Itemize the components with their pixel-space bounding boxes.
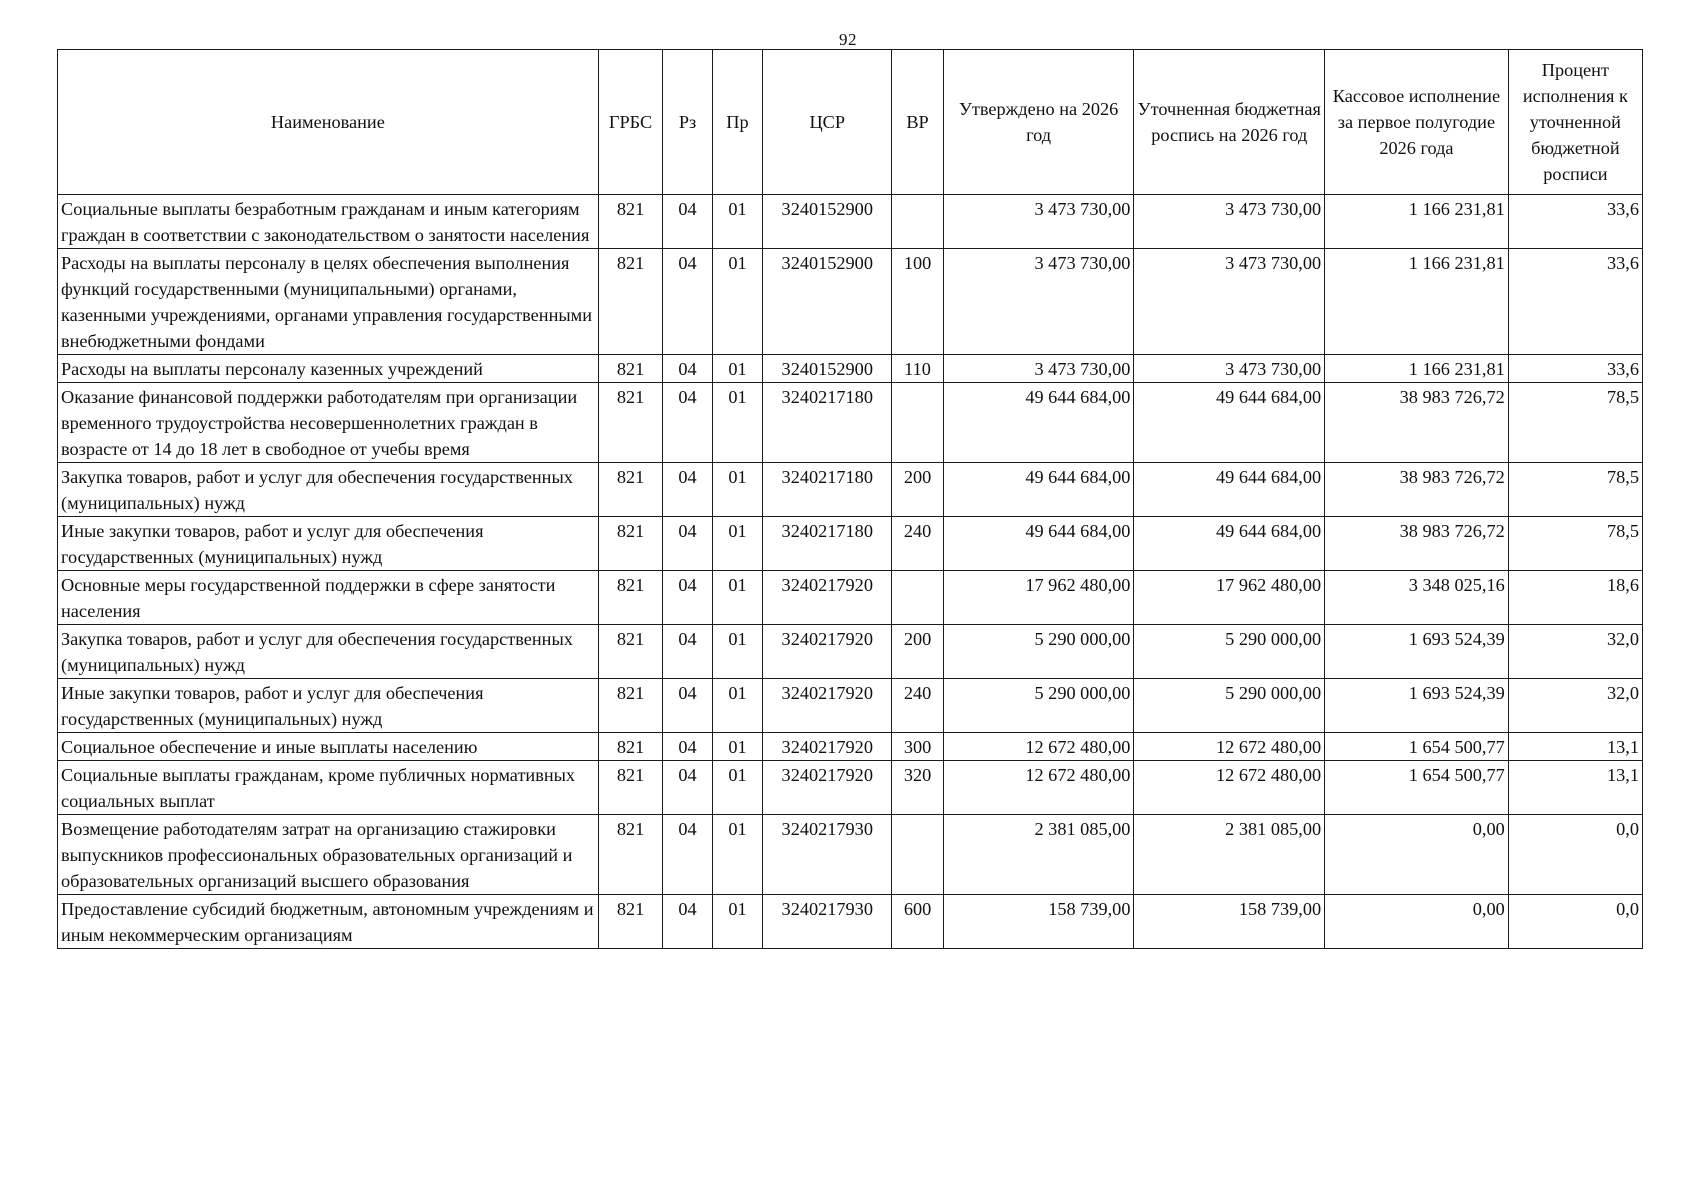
cell-approved: 49 644 684,00 xyxy=(943,383,1134,463)
cell-csr: 3240217920 xyxy=(763,679,892,733)
cell-cash: 0,00 xyxy=(1325,815,1509,895)
cell-vr xyxy=(892,571,943,625)
cell-name: Расходы на выплаты персоналу в целях обеспечения выполнения функций государственными (муниципальными) органами, казенными учреждениями, органами управления государственными внебюджетными фондами xyxy=(58,249,599,355)
header-rz: Рз xyxy=(663,50,712,195)
cell-rz: 04 xyxy=(663,733,712,761)
cell-pr: 01 xyxy=(712,517,762,571)
cell-grbs: 821 xyxy=(598,517,663,571)
cell-refined: 3 473 730,00 xyxy=(1134,195,1325,249)
cell-grbs: 821 xyxy=(598,463,663,517)
cell-rz: 04 xyxy=(663,625,712,679)
cell-rz: 04 xyxy=(663,463,712,517)
cell-grbs: 821 xyxy=(598,895,663,949)
cell-percent: 13,1 xyxy=(1508,733,1642,761)
cell-pr: 01 xyxy=(712,463,762,517)
cell-name: Расходы на выплаты персоналу казенных учреждений xyxy=(58,355,599,383)
cell-percent: 32,0 xyxy=(1508,679,1642,733)
cell-pr: 01 xyxy=(712,195,762,249)
cell-refined: 17 962 480,00 xyxy=(1134,571,1325,625)
cell-name: Предоставление субсидий бюджетным, автономным учреждениям и иным некоммерческим организациям xyxy=(58,895,599,949)
cell-cash: 1 166 231,81 xyxy=(1325,249,1509,355)
cell-grbs: 821 xyxy=(598,625,663,679)
cell-approved: 49 644 684,00 xyxy=(943,463,1134,517)
cell-approved: 17 962 480,00 xyxy=(943,571,1134,625)
cell-csr: 3240217180 xyxy=(763,463,892,517)
cell-name: Социальные выплаты гражданам, кроме публичных нормативных социальных выплат xyxy=(58,761,599,815)
cell-name: Иные закупки товаров, работ и услуг для обеспечения государственных (муниципальных) нужд xyxy=(58,679,599,733)
cell-grbs: 821 xyxy=(598,383,663,463)
cell-rz: 04 xyxy=(663,895,712,949)
cell-pr: 01 xyxy=(712,249,762,355)
cell-csr: 3240152900 xyxy=(763,195,892,249)
header-cash: Кассовое исполнение за первое полугодие 2026 года xyxy=(1325,50,1509,195)
cell-rz: 04 xyxy=(663,815,712,895)
cell-vr xyxy=(892,195,943,249)
cell-refined: 12 672 480,00 xyxy=(1134,733,1325,761)
cell-cash: 1 654 500,77 xyxy=(1325,733,1509,761)
cell-csr: 3240217920 xyxy=(763,625,892,679)
cell-rz: 04 xyxy=(663,517,712,571)
cell-grbs: 821 xyxy=(598,679,663,733)
cell-percent: 18,6 xyxy=(1508,571,1642,625)
cell-vr xyxy=(892,815,943,895)
cell-name: Основные меры государственной поддержки в сфере занятости населения xyxy=(58,571,599,625)
table-header xyxy=(58,50,1643,195)
table-row xyxy=(58,463,1643,517)
cell-refined: 49 644 684,00 xyxy=(1134,463,1325,517)
cell-csr: 3240217180 xyxy=(763,517,892,571)
cell-cash: 3 348 025,16 xyxy=(1325,571,1509,625)
cell-refined: 158 739,00 xyxy=(1134,895,1325,949)
page-number: 92 xyxy=(839,30,857,49)
cell-refined: 2 381 085,00 xyxy=(1134,815,1325,895)
table-row xyxy=(58,517,1643,571)
cell-pr: 01 xyxy=(712,815,762,895)
cell-vr: 110 xyxy=(892,355,943,383)
cell-approved: 3 473 730,00 xyxy=(943,249,1134,355)
cell-csr: 3240152900 xyxy=(763,355,892,383)
cell-rz: 04 xyxy=(663,195,712,249)
cell-grbs: 821 xyxy=(598,195,663,249)
cell-percent: 78,5 xyxy=(1508,517,1642,571)
cell-rz: 04 xyxy=(663,571,712,625)
cell-csr: 3240217920 xyxy=(763,571,892,625)
cell-grbs: 821 xyxy=(598,761,663,815)
table-row xyxy=(58,733,1643,761)
cell-pr: 01 xyxy=(712,679,762,733)
cell-refined: 49 644 684,00 xyxy=(1134,517,1325,571)
cell-rz: 04 xyxy=(663,355,712,383)
cell-refined: 3 473 730,00 xyxy=(1134,355,1325,383)
cell-approved: 2 381 085,00 xyxy=(943,815,1134,895)
cell-pr: 01 xyxy=(712,383,762,463)
cell-percent: 78,5 xyxy=(1508,463,1642,517)
cell-csr: 3240217930 xyxy=(763,895,892,949)
cell-rz: 04 xyxy=(663,679,712,733)
header-approved: Утверждено на 2026 год xyxy=(943,50,1134,195)
table-row xyxy=(58,815,1643,895)
cell-csr: 3240217920 xyxy=(763,733,892,761)
cell-cash: 38 983 726,72 xyxy=(1325,383,1509,463)
cell-cash: 1 654 500,77 xyxy=(1325,761,1509,815)
cell-cash: 1 166 231,81 xyxy=(1325,355,1509,383)
cell-approved: 12 672 480,00 xyxy=(943,733,1134,761)
cell-percent: 33,6 xyxy=(1508,195,1642,249)
cell-percent: 32,0 xyxy=(1508,625,1642,679)
table-row xyxy=(58,249,1643,355)
cell-cash: 1 693 524,39 xyxy=(1325,679,1509,733)
cell-grbs: 821 xyxy=(598,815,663,895)
cell-name: Социальные выплаты безработным гражданам и иным категориям граждан в соответствии с законодательством о занятости населения xyxy=(58,195,599,249)
cell-refined: 49 644 684,00 xyxy=(1134,383,1325,463)
cell-csr: 3240217930 xyxy=(763,815,892,895)
cell-percent: 13,1 xyxy=(1508,761,1642,815)
cell-name: Возмещение работодателям затрат на организацию стажировки выпускников профессиональных образовательных организаций и образовательных организаций высшего образования xyxy=(58,815,599,895)
cell-rz: 04 xyxy=(663,383,712,463)
cell-name: Закупка товаров, работ и услуг для обеспечения государственных (муниципальных) нужд xyxy=(58,463,599,517)
header-name: Наименование xyxy=(58,50,599,195)
table-row xyxy=(58,383,1643,463)
cell-vr: 600 xyxy=(892,895,943,949)
cell-refined: 3 473 730,00 xyxy=(1134,249,1325,355)
table-row xyxy=(58,761,1643,815)
cell-refined: 12 672 480,00 xyxy=(1134,761,1325,815)
cell-grbs: 821 xyxy=(598,733,663,761)
header-vr: ВР xyxy=(892,50,943,195)
header-percent: Процент исполнения к уточненной бюджетной росписи xyxy=(1508,50,1642,195)
cell-cash: 0,00 xyxy=(1325,895,1509,949)
cell-cash: 1 166 231,81 xyxy=(1325,195,1509,249)
cell-vr: 240 xyxy=(892,517,943,571)
cell-vr: 100 xyxy=(892,249,943,355)
cell-vr: 240 xyxy=(892,679,943,733)
table-row xyxy=(58,679,1643,733)
cell-percent: 0,0 xyxy=(1508,895,1642,949)
cell-refined: 5 290 000,00 xyxy=(1134,679,1325,733)
cell-pr: 01 xyxy=(712,761,762,815)
header-grbs: ГРБС xyxy=(598,50,663,195)
cell-pr: 01 xyxy=(712,355,762,383)
cell-approved: 158 739,00 xyxy=(943,895,1134,949)
cell-approved: 5 290 000,00 xyxy=(943,679,1134,733)
header-pr: Пр xyxy=(712,50,762,195)
cell-percent: 33,6 xyxy=(1508,249,1642,355)
cell-cash: 1 693 524,39 xyxy=(1325,625,1509,679)
cell-approved: 49 644 684,00 xyxy=(943,517,1134,571)
cell-name: Социальное обеспечение и иные выплаты населению xyxy=(58,733,599,761)
cell-percent: 78,5 xyxy=(1508,383,1642,463)
cell-pr: 01 xyxy=(712,895,762,949)
header-csr: ЦСР xyxy=(763,50,892,195)
cell-csr: 3240152900 xyxy=(763,249,892,355)
cell-vr: 320 xyxy=(892,761,943,815)
cell-rz: 04 xyxy=(663,761,712,815)
cell-percent: 33,6 xyxy=(1508,355,1642,383)
cell-name: Иные закупки товаров, работ и услуг для обеспечения государственных (муниципальных) нужд xyxy=(58,517,599,571)
cell-pr: 01 xyxy=(712,625,762,679)
table-row xyxy=(58,195,1643,249)
cell-grbs: 821 xyxy=(598,355,663,383)
cell-approved: 3 473 730,00 xyxy=(943,195,1134,249)
cell-percent: 0,0 xyxy=(1508,815,1642,895)
header-row xyxy=(58,50,1643,195)
cell-vr: 300 xyxy=(892,733,943,761)
table-row xyxy=(58,895,1643,949)
cell-approved: 3 473 730,00 xyxy=(943,355,1134,383)
cell-cash: 38 983 726,72 xyxy=(1325,463,1509,517)
cell-name: Оказание финансовой поддержки работодателям при организации временного трудоустройства несовершеннолетних граждан в возрасте от 14 до 18 лет в свободное от учебы время xyxy=(58,383,599,463)
cell-rz: 04 xyxy=(663,249,712,355)
cell-grbs: 821 xyxy=(598,571,663,625)
header-refined: Уточненная бюджетная роспись на 2026 год xyxy=(1134,50,1325,195)
table-row xyxy=(58,571,1643,625)
cell-vr: 200 xyxy=(892,463,943,517)
cell-vr: 200 xyxy=(892,625,943,679)
cell-cash: 38 983 726,72 xyxy=(1325,517,1509,571)
cell-approved: 12 672 480,00 xyxy=(943,761,1134,815)
table-body xyxy=(58,195,1643,949)
cell-csr: 3240217180 xyxy=(763,383,892,463)
cell-pr: 01 xyxy=(712,571,762,625)
cell-approved: 5 290 000,00 xyxy=(943,625,1134,679)
table-row xyxy=(58,355,1643,383)
table-row xyxy=(58,625,1643,679)
cell-pr: 01 xyxy=(712,733,762,761)
cell-csr: 3240217920 xyxy=(763,761,892,815)
cell-refined: 5 290 000,00 xyxy=(1134,625,1325,679)
cell-vr xyxy=(892,383,943,463)
cell-name: Закупка товаров, работ и услуг для обеспечения государственных (муниципальных) нужд xyxy=(58,625,599,679)
budget-table xyxy=(57,49,1643,949)
cell-grbs: 821 xyxy=(598,249,663,355)
